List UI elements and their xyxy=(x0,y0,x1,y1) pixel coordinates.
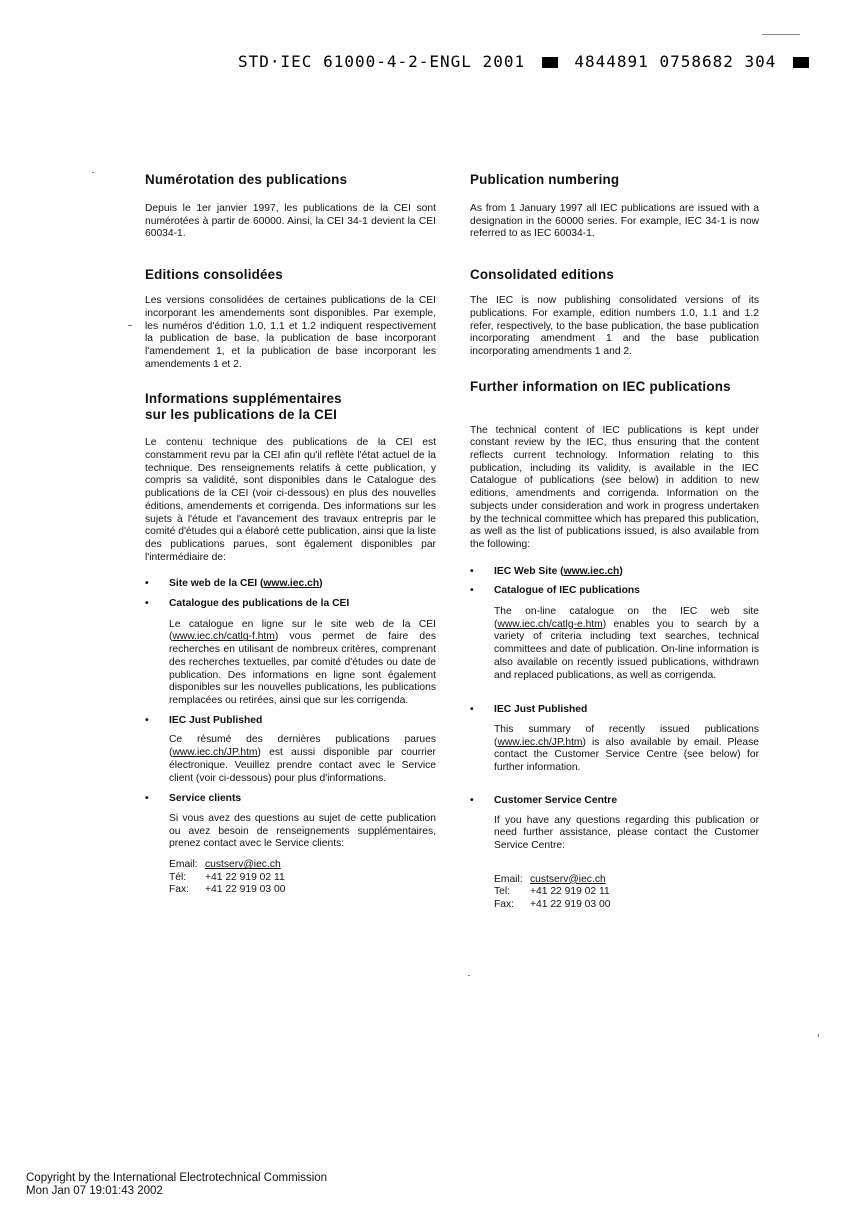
just-published-link[interactable]: www.iec.ch/JP.htm xyxy=(497,736,583,748)
contact-block: Email: custserv@iec.ch Tél: +41 22 919 02 11 Fax: +41 22 919 03 00 xyxy=(169,859,286,896)
bullet-item: • Catalogue des publications de la CEI xyxy=(145,598,436,611)
just-published-link[interactable]: www.iec.ch/JP.htm xyxy=(172,747,258,759)
bullet-text: The on-line catalogue on the IEC web site (www.iec.ch/catlg-e.htm) enables you to search by a variety of criteria including text searches, technical committees and date of publication. On-line information is also available on recently issued publications, withdrawn and replaced publications, as well as corrigenda. xyxy=(494,606,759,681)
scan-speck xyxy=(92,172,94,173)
section-text: The technical content of IEC publications is kept under constant review by the IEC, thus ensuring that the content reflects current technology. Information relating to this publication, including its validity, is available in the IEC Catalogue of publications (see below) in addition to new editions, amendments and corrigenda. Information on the subjects under consideration and work in progress undertaken by the technical committee which has prepared this publication, as well as the list of publications issued, is also available from the following: xyxy=(470,424,759,550)
bullet-text: This summary of recently issued publications (www.iec.ch/JP.htm) is also available by email. Please contact the Customer Service Centre (see below) for further information. xyxy=(494,723,759,774)
section-text: Depuis le 1er janvier 1997, les publications de la CEI sont numérotées à partir de 60000. Ainsi, la CEI 34-1 devient la CEI 60034-1. xyxy=(145,203,436,240)
iec-website-link[interactable]: www.iec.ch xyxy=(563,565,620,577)
black-bar-mark xyxy=(793,57,809,68)
section-title: Publication numbering xyxy=(470,172,620,187)
bullet-item: • IEC Just Published xyxy=(470,704,759,717)
bullet-text: Ce résumé des dernières publications parues (www.iec.ch/JP.htm) est aussi disponible par courrier électronique. Veuillez prendre contact avec le Service client (voir ci-dessous) pour plus d'informations. xyxy=(169,734,436,784)
section-text: Le contenu technique des publications de la CEI est constamment revu par la CEI afin qu'il reflète l'état actuel de la technique. Des renseignements relatifs à cette publication, y compris sa validité, sont disponibles dans le Catalogue des publications de la CEI (voir ci-dessous) en plus des nouvelles éditions, amendements et corrigenda. Des informations sur les sujets à l'étude et l'avancement des travaux entrepris par le comité d'études qui a élaboré cette publication, ainsi que la liste des publications parues, sont également disponibles par l'intermédiaire de: xyxy=(145,437,436,563)
bullet-text: Le catalogue en ligne sur le site web de la CEI (www.iec.ch/catlg-f.htm) vous permet de faire des recherches en utilisant de nombreux critères, comprenant des recherches textuelles, par comité d'études ou date de publication. Des informations en ligne sont également disponibles sur les nouvelles publications, les publications remplacées ou retirées, ainsi que sur les corrigenda. xyxy=(169,618,436,706)
scan-speck xyxy=(128,325,132,326)
black-bar-mark xyxy=(542,57,558,68)
section-title: Informations supplémentaires sur les publications de la CEI xyxy=(145,391,342,423)
section-title: Numérotation des publications xyxy=(145,172,348,187)
english-column xyxy=(470,172,759,911)
document-header xyxy=(238,52,778,76)
catalogue-link[interactable]: www.iec.ch/catlg-e.htm xyxy=(497,618,603,630)
scan-mark xyxy=(762,34,800,35)
standard-code: STD·IEC 61000-4-2-ENGL 2001 xyxy=(238,52,526,71)
catalogue-link[interactable]: www.iec.ch/catlg-f.htm xyxy=(172,631,275,643)
section-text: The IEC is now publishing consolidated versions of its publications. For example, edition numbers 1.0, 1.1 and 1.2 refer, respectively, to the base publication, the base publication incorporating amendment 1 and the base publication incorporating amendments 1 and 2. xyxy=(470,295,759,357)
section-text: As from 1 January 1997 all IEC publications are issued with a designation in the 60000 series. For example, IEC 34-1 is now referred to as IEC 60034-1. xyxy=(470,203,759,240)
bullet-item: • IEC Web Site (www.iec.ch) xyxy=(470,566,759,579)
bullet-text: Si vous avez des questions au sujet de cette publication ou avez besoin de renseignements supplémentaires, prenez contact avec le Service clients: xyxy=(169,812,436,850)
bullet-item: • Catalogue of IEC publications xyxy=(470,585,759,598)
french-column xyxy=(145,172,436,897)
copyright-footer xyxy=(26,1172,327,1198)
section-title: Consolidated editions xyxy=(470,267,615,283)
phone-number: +41 22 919 02 11 xyxy=(530,886,610,898)
email-link[interactable]: custserv@iec.ch xyxy=(530,873,606,885)
serial-number: 4844891 0758682 304 xyxy=(574,52,777,71)
bullet-item: • Customer Service Centre xyxy=(470,795,759,808)
timestamp-line: Mon Jan 07 19:01:43 2002 xyxy=(26,1185,163,1197)
contact-block: Email: custserv@iec.ch Tel: +41 22 919 02 11 Fax: +41 22 919 03 00 xyxy=(494,873,611,910)
fax-number: +41 22 919 03 00 xyxy=(205,884,286,896)
iec-website-link[interactable]: www.iec.ch xyxy=(263,578,320,590)
phone-number: +41 22 919 02 11 xyxy=(205,871,285,883)
section-title: Editions consolidées xyxy=(145,267,283,283)
bullet-text: If you have any questions regarding this publication or need further assistance, please contact the Customer Service Centre: xyxy=(494,814,759,851)
email-link[interactable]: custserv@iec.ch xyxy=(205,859,281,871)
bullet-item: • IEC Just Published xyxy=(145,715,436,728)
fax-number: +41 22 919 03 00 xyxy=(530,898,611,910)
section-text: Les versions consolidées de certaines publications de la CEI incorporant les amendements sont disponibles. Par exemple, les numéros d'édition 1.0, 1.1 et 1.2 indiquent respectivement la publication de base, la publication de base incorporant l'amendement 1, et la publication de base incorporant les amendements 1 et 2. xyxy=(145,295,436,370)
section-title: Further information on IEC publications xyxy=(470,378,731,394)
bullet-item: • Site web de la CEI (www.iec.ch) xyxy=(145,578,436,591)
copyright-line: Copyright by the International Electrotechnical Commission xyxy=(26,1172,328,1184)
bullet-item: • Service clients xyxy=(145,793,436,806)
scan-speck xyxy=(468,975,470,976)
scan-speck xyxy=(818,1034,819,1037)
